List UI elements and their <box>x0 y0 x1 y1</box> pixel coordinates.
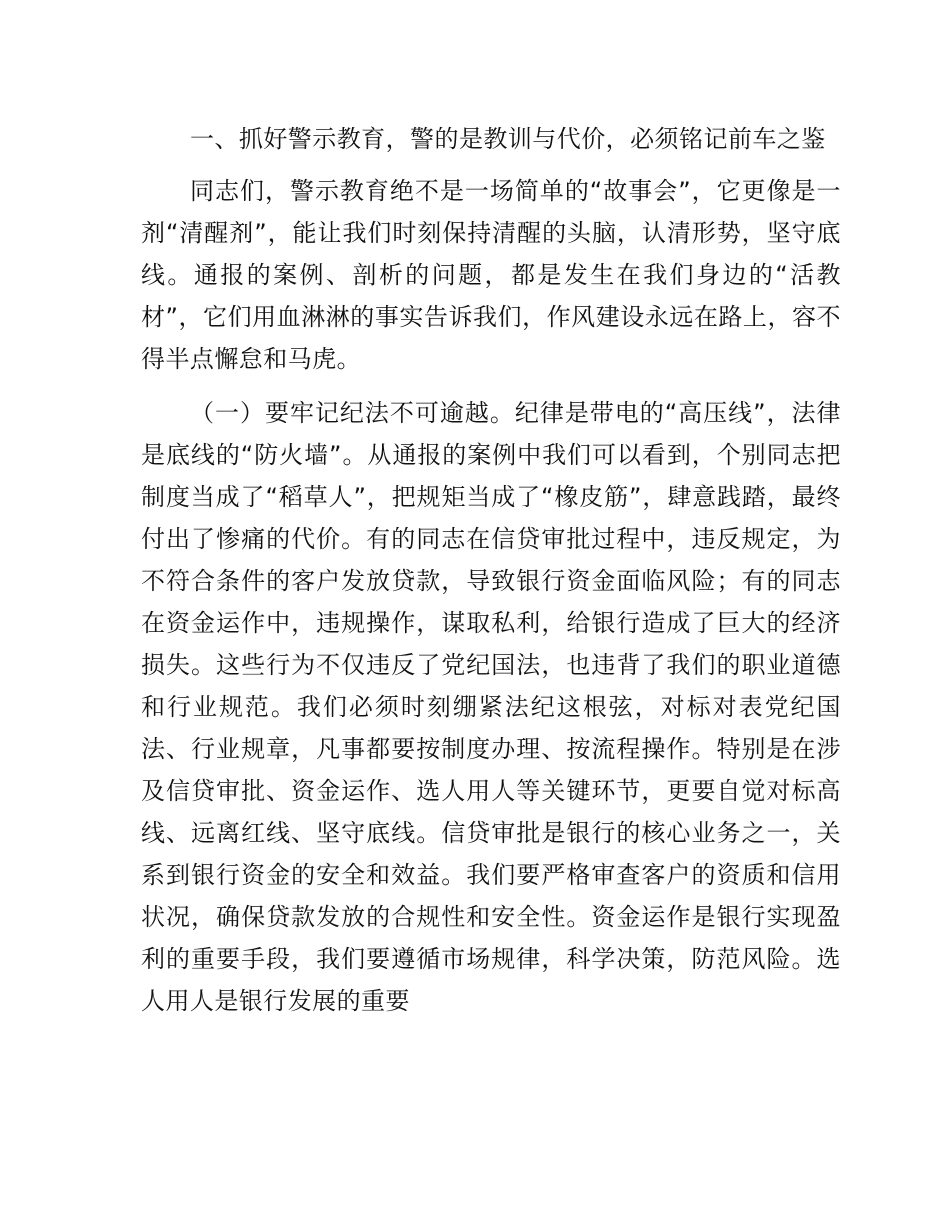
document-body <box>141 118 841 1022</box>
section-heading: 一、抓好警示教育，警的是教训与代价，必须铭记前车之鉴 <box>190 125 826 153</box>
paragraph-intro: 同志们，警示教育绝不是一场简单的“故事会”，它更像是一剂“清醒剂”，能让我们时刻保持清醒的头脑，认清形势，坚守底线。通报的案例、剖析的问题，都是发生在我们身边的“活教材”，它们用血淋淋的事实告诉我们，作风建设永远在路上，容不得半点懈怠和马虎。 <box>141 177 841 373</box>
paragraph-discipline: （一）要牢记纪法不可逾越。纪律是带电的“高压线”，法律是底线的“防火墙”。从通报的案例中我们可以看到，个别同志把制度当成了“稻草人”，把规矩当成了“橡皮筋”，肆意践踏，最终付出了惨痛的代价。有的同志在信贷审批过程中，违反规定，为不符合条件的客户发放贷款，导致银行资金面临风险；有的同志在资金运作中，违规操作，谋取私利，给银行造成了巨大的经济损失。这些行为不仅违反了党纪国法，也违背了我们的职业道德和行业规范。我们必须时刻绷紧法纪这根弦，对标对表党纪国法、行业规章，凡事都要按制度办理、按流程操作。特别是在涉及信贷审批、资金运作、选人用人等关键环节，更要自觉对标高线、远离红线、坚守底线。信贷审批是银行的核心业务之一，关系到银行资金的安全和效益。我们要严格审查客户的资质和信用状况，确保贷款发放的合规性和安全性。资金运作是银行实现盈利的重要手段，我们要遵循市场规律，科学决策，防范风险。选人用人是银行发展的重要 <box>141 399 841 1015</box>
